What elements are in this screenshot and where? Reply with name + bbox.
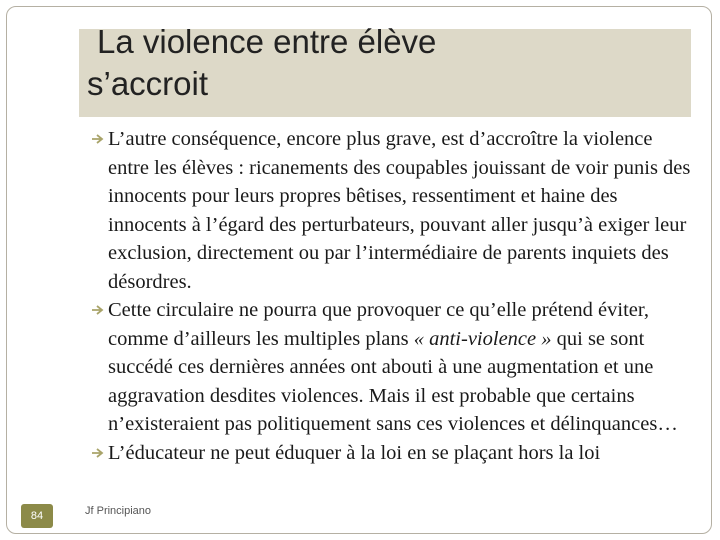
footer-author: Jf Principiano bbox=[85, 505, 152, 517]
bullet-paragraph-2 bbox=[91, 296, 691, 439]
bullet-text-3: L’éducateur ne peut éduquer à la loi en se plaçant hors la loi bbox=[108, 441, 601, 464]
slide-title bbox=[87, 21, 687, 105]
bullet-text-1: L’autre conséquence, encore plus grave, est d’accroître la violence entre les élèves : ricanements des coupables jouissant de voir punis des innocents pour leurs propres bêtises, ressentiment et haine des innocents à l’égard des perturbateurs, pouvant aller jusqu’à exiger leur exclusion, directement ou par l’intermédiaire de parents inquiets des désordres. bbox=[108, 128, 691, 293]
slide-title-line-2: s’accroit bbox=[87, 65, 209, 102]
page-number: 84 bbox=[30, 510, 44, 522]
bullet-arrow-icon bbox=[91, 305, 105, 315]
slide-body bbox=[91, 125, 691, 467]
page-number-badge bbox=[21, 504, 53, 528]
bullet-text-2-italic: « anti-violence » bbox=[413, 327, 552, 350]
slide-frame bbox=[6, 6, 712, 534]
bullet-arrow-icon bbox=[91, 134, 105, 144]
slide-title-line-1: La violence entre élève bbox=[97, 23, 437, 60]
bullet-paragraph-1 bbox=[91, 125, 691, 296]
bullet-arrow-icon bbox=[91, 448, 105, 458]
bullet-paragraph-3 bbox=[91, 439, 691, 468]
bullet-text-2-before: Cette circulaire ne pourra que provoquer ce qu’elle prétend éviter, comme d’ailleurs les multiples plans bbox=[108, 299, 650, 350]
bullet-text-2-after: qui se sont succédé ces dernières années ont abouti à une augmentation et une aggravation desdites violences. Mais il est probable que certains n’existeraient pas politiquement sans ces violences et délinquances… bbox=[108, 327, 678, 435]
